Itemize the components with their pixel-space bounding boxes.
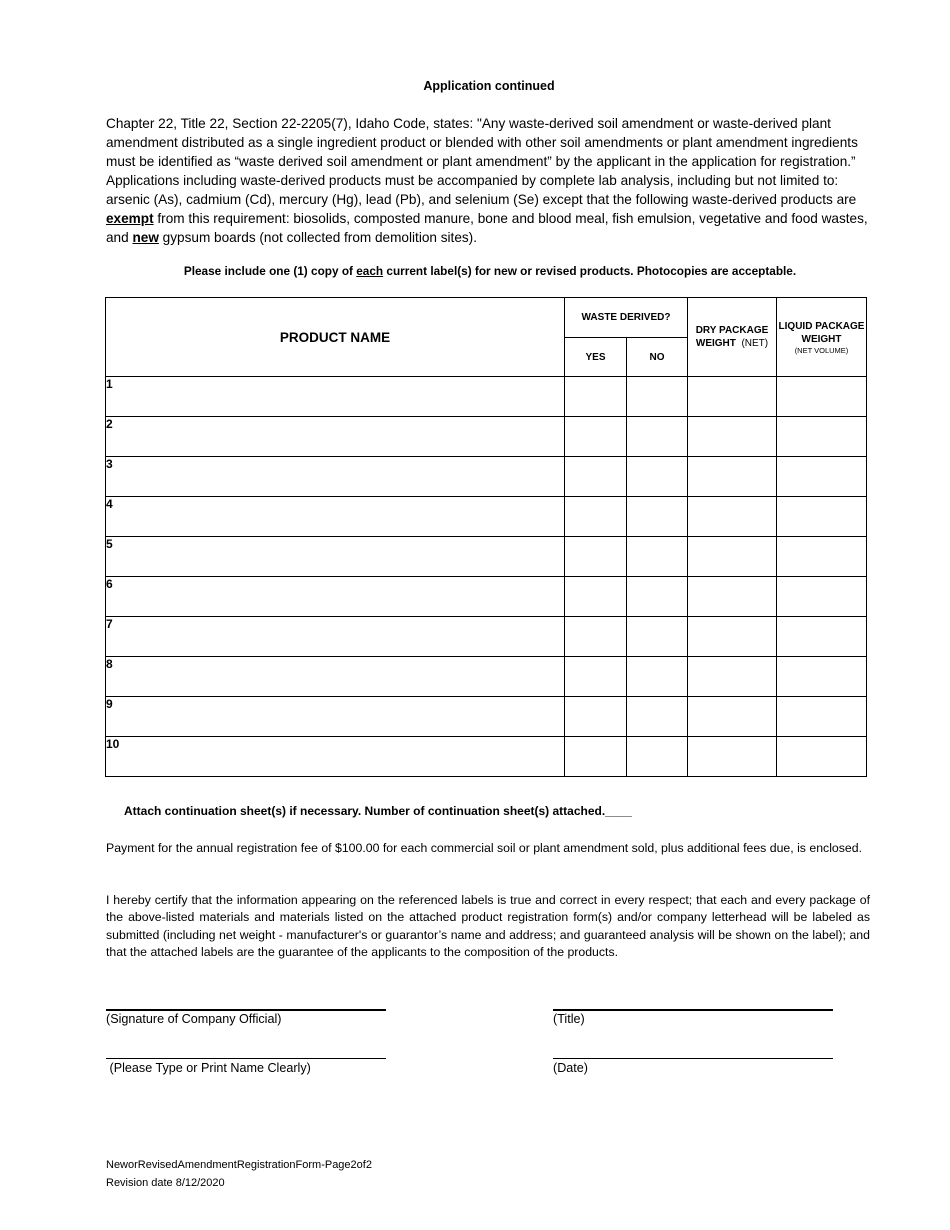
- no-cell[interactable]: [627, 697, 688, 737]
- no-header: NO: [627, 338, 688, 377]
- include-label-note: [0, 264, 950, 278]
- liquid-header-line1: LIQUID PACKAGE: [778, 320, 865, 332]
- new-emphasis: new: [132, 230, 159, 245]
- product-name-cell[interactable]: [106, 417, 565, 457]
- table-row: [106, 657, 867, 697]
- dry-package-weight-header: [688, 298, 777, 377]
- title-line[interactable]: [553, 1009, 833, 1011]
- yes-cell[interactable]: [565, 377, 627, 417]
- row-number: 6: [106, 577, 113, 591]
- row-number: 1: [106, 377, 113, 391]
- dry-weight-cell[interactable]: [688, 697, 777, 737]
- yes-cell[interactable]: [565, 417, 627, 457]
- dry-weight-cell[interactable]: [688, 417, 777, 457]
- continuation-note: Attach continuation sheet(s) if necessary. Number of continuation sheet(s) attached.____: [124, 804, 632, 818]
- liquid-package-weight-header: [777, 298, 867, 377]
- dry-weight-cell[interactable]: [688, 657, 777, 697]
- row-number: 3: [106, 457, 113, 471]
- liquid-weight-cell[interactable]: [777, 497, 867, 537]
- table-row: [106, 697, 867, 737]
- dry-header-line1: DRY PACKAGE: [695, 325, 769, 336]
- date-label: (Date): [553, 1061, 588, 1075]
- certification-paragraph: I hereby certify that the information appearing on the referenced labels is true and correct in every respect; that each and every package of the above-listed materials and materials listed on the attached product registration form(s) and/or company letterhead will be labeled as submitted (including net weight - manufacturer's or guarantor’s name and address; and guaranteed analysis will be shown on the label); and that the attached labels are the guarantee of the applicants to the composition of the products.: [106, 893, 870, 959]
- table-row: [106, 577, 867, 617]
- dry-header-line2: WEIGHT: [695, 338, 736, 349]
- product-table: [105, 297, 867, 777]
- dry-weight-cell[interactable]: [688, 497, 777, 537]
- signature-line[interactable]: [106, 1009, 386, 1011]
- liquid-weight-cell[interactable]: [777, 537, 867, 577]
- product-name-cell[interactable]: [106, 577, 565, 617]
- table-row: [106, 737, 867, 777]
- include-note-text-2: current label(s) for new or revised products. Photocopies are acceptable.: [383, 264, 797, 278]
- no-cell[interactable]: [627, 417, 688, 457]
- intro-text-1: Chapter 22, Title 22, Section 22-2205(7), Idaho Code, states: "Any waste-derived soil amendment or waste-derived plant amendment distributed as a single ingredient product or blended with other soil amendments or plant amendment ingredients must be identified as “waste derived soil amendment or plant amendment” by the applicant in the application for registration.” Applications including waste-derived products must be accompanied by complete lab analysis, including but not limited to: arsenic (As), cadmium (Cd), mercury (Hg), lead (Pb), and selenium (Se) except that the following waste-derived products are: [106, 116, 858, 207]
- date-line[interactable]: [553, 1058, 833, 1059]
- dry-header-net: (NET): [741, 338, 769, 349]
- product-name-cell[interactable]: [106, 457, 565, 497]
- no-cell[interactable]: [627, 537, 688, 577]
- liquid-header-net: (NET VOLUME): [794, 345, 849, 355]
- yes-cell[interactable]: [565, 737, 627, 777]
- liquid-weight-cell[interactable]: [777, 697, 867, 737]
- yes-header: YES: [565, 338, 627, 377]
- yes-cell[interactable]: [565, 497, 627, 537]
- yes-cell[interactable]: [565, 657, 627, 697]
- liquid-header-line2: WEIGHT: [801, 333, 842, 345]
- print-name-label: (Please Type or Print Name Clearly): [106, 1061, 311, 1075]
- product-name-cell[interactable]: [106, 537, 565, 577]
- liquid-weight-cell[interactable]: [777, 417, 867, 457]
- no-cell[interactable]: [627, 577, 688, 617]
- table-row: [106, 617, 867, 657]
- no-cell[interactable]: [627, 457, 688, 497]
- yes-cell[interactable]: [565, 457, 627, 497]
- liquid-weight-cell[interactable]: [777, 737, 867, 777]
- product-name-cell[interactable]: [106, 617, 565, 657]
- title-label: (Title): [553, 1012, 585, 1026]
- row-number: 9: [106, 697, 113, 711]
- row-number: 4: [106, 497, 113, 511]
- print-name-line[interactable]: [106, 1058, 386, 1059]
- liquid-weight-cell[interactable]: [777, 457, 867, 497]
- intro-text-2: from this requirement: biosolids, composted manure, bone and blood meal, fish emulsion, vegetative and food wastes, and: [106, 211, 868, 245]
- product-name-cell[interactable]: [106, 377, 565, 417]
- product-name-cell[interactable]: [106, 697, 565, 737]
- payment-paragraph: Payment for the annual registration fee of $100.00 for each commercial soil or plant amendment sold, plus additional fees due, is enclosed.: [106, 841, 863, 855]
- yes-cell[interactable]: [565, 537, 627, 577]
- yes-cell[interactable]: [565, 617, 627, 657]
- no-cell[interactable]: [627, 657, 688, 697]
- product-name-cell[interactable]: [106, 657, 565, 697]
- no-cell[interactable]: [627, 377, 688, 417]
- product-name-cell[interactable]: [106, 737, 565, 777]
- footer-revision-date: Revision date 8/12/2020: [106, 1177, 225, 1189]
- table-row: [106, 537, 867, 577]
- table-row: [106, 497, 867, 537]
- include-note-text-1: Please include one (1) copy of: [183, 264, 357, 278]
- page-heading: Application continued: [423, 79, 555, 93]
- liquid-weight-cell[interactable]: [777, 577, 867, 617]
- table-row: [106, 377, 867, 417]
- dry-weight-cell[interactable]: [688, 537, 777, 577]
- no-cell[interactable]: [627, 617, 688, 657]
- liquid-weight-cell[interactable]: [777, 377, 867, 417]
- exempt-emphasis: exempt: [106, 211, 154, 226]
- row-number: 2: [106, 417, 113, 431]
- dry-weight-cell[interactable]: [688, 457, 777, 497]
- row-number: 5: [106, 537, 113, 551]
- row-number: 8: [106, 657, 113, 671]
- waste-derived-header: WASTE DERIVED?: [565, 298, 688, 338]
- product-name-header: PRODUCT NAME: [106, 298, 565, 377]
- table-row: [106, 417, 867, 457]
- row-number: 7: [106, 617, 113, 631]
- yes-cell[interactable]: [565, 577, 627, 617]
- dry-weight-cell[interactable]: [688, 377, 777, 417]
- liquid-weight-cell[interactable]: [777, 657, 867, 697]
- row-number: 10: [106, 737, 120, 751]
- dry-weight-cell[interactable]: [688, 577, 777, 617]
- no-cell[interactable]: [627, 737, 688, 777]
- intro-text-3: gypsum boards (not collected from demolition sites).: [158, 230, 477, 245]
- table-row: [106, 457, 867, 497]
- no-cell[interactable]: [627, 497, 688, 537]
- footer-form-name: NeworRevisedAmendmentRegistrationForm-Page2of2: [106, 1159, 372, 1171]
- signature-label: (Signature of Company Official): [106, 1012, 282, 1026]
- liquid-weight-cell[interactable]: [777, 617, 867, 657]
- yes-cell[interactable]: [565, 697, 627, 737]
- intro-paragraph: [106, 114, 871, 247]
- dry-weight-cell[interactable]: [688, 737, 777, 777]
- dry-weight-cell[interactable]: [688, 617, 777, 657]
- each-emphasis: each: [356, 264, 384, 278]
- product-name-cell[interactable]: [106, 497, 565, 537]
